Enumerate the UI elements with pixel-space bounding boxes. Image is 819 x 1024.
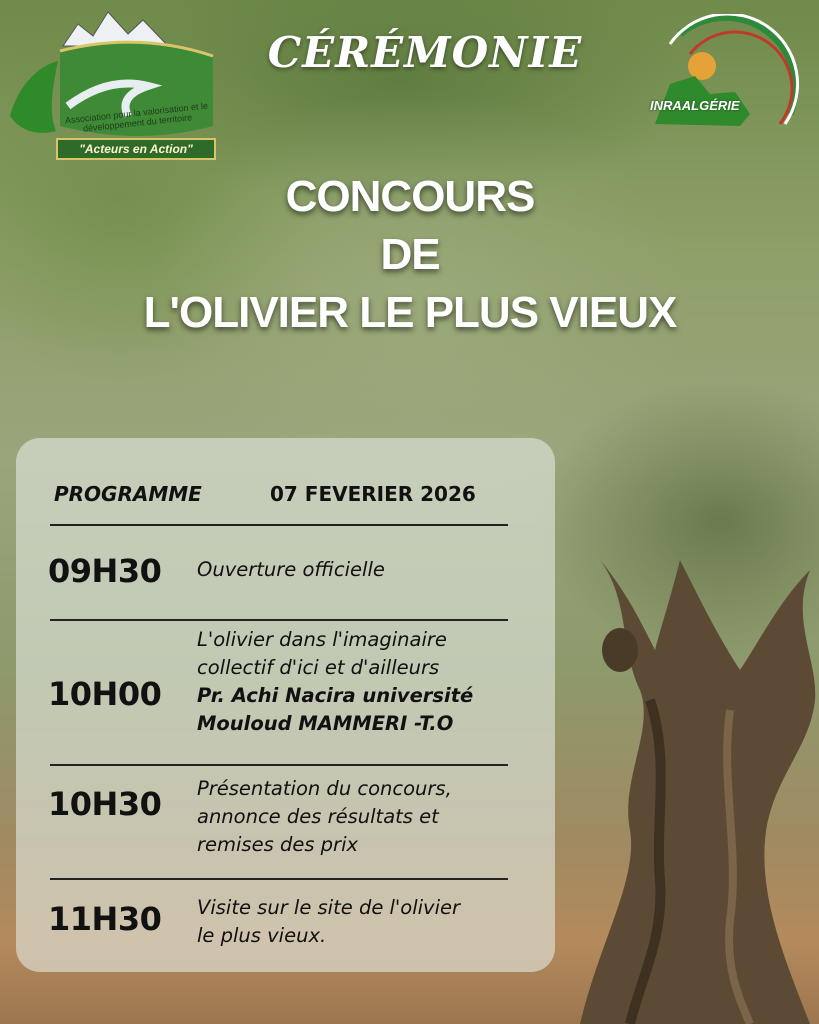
schedule-line: le plus vieux. bbox=[197, 924, 327, 947]
schedule-line: collectif d'ici et d'ailleurs bbox=[197, 656, 440, 679]
inraa-logo-label: INRAALGÉRIE bbox=[650, 98, 740, 113]
schedule-description bbox=[197, 626, 542, 738]
contest-title-line: CONCOURS bbox=[285, 172, 535, 221]
speaker-name: Pr. Achi Nacira université bbox=[197, 684, 474, 707]
schedule-line: Visite sur le site de l'olivier bbox=[197, 896, 461, 919]
schedule-time: 10H30 bbox=[48, 785, 162, 823]
schedule-description bbox=[197, 556, 542, 584]
schedule-line: annonce des résultats et bbox=[197, 805, 439, 828]
contest-title-line: DE bbox=[380, 230, 440, 279]
event-date: 07 FEVERIER 2026 bbox=[270, 482, 476, 506]
schedule-line: remises des prix bbox=[197, 833, 359, 856]
schedule-time: 11H30 bbox=[48, 900, 162, 938]
schedule-time: 09H30 bbox=[48, 552, 162, 590]
contest-title-line: L'OLIVIER LE PLUS VIEUX bbox=[143, 288, 677, 337]
schedule-line: L'olivier dans l'imaginaire bbox=[197, 628, 447, 651]
divider bbox=[50, 619, 508, 621]
schedule-line: Présentation du concours, bbox=[197, 777, 452, 800]
speaker-affiliation: Mouloud MAMMERI -T.O bbox=[197, 712, 454, 735]
divider bbox=[50, 878, 508, 880]
ceremony-title: CÉRÉMONIE bbox=[267, 28, 583, 77]
program-heading: PROGRAMME bbox=[54, 482, 202, 506]
association-logo-caption: Association pour la valorisation et le développement du territoire bbox=[64, 100, 209, 134]
schedule-description bbox=[197, 775, 542, 859]
schedule-description bbox=[197, 894, 542, 950]
association-logo-badge: "Acteurs en Action" bbox=[56, 138, 216, 160]
inraa-logo bbox=[640, 14, 805, 154]
schedule-line: Ouverture officielle bbox=[197, 558, 385, 581]
divider bbox=[50, 764, 508, 766]
schedule-time: 10H00 bbox=[48, 675, 162, 713]
olive-tree-trunk bbox=[560, 560, 819, 1024]
divider bbox=[50, 524, 508, 526]
contest-title bbox=[60, 168, 760, 342]
